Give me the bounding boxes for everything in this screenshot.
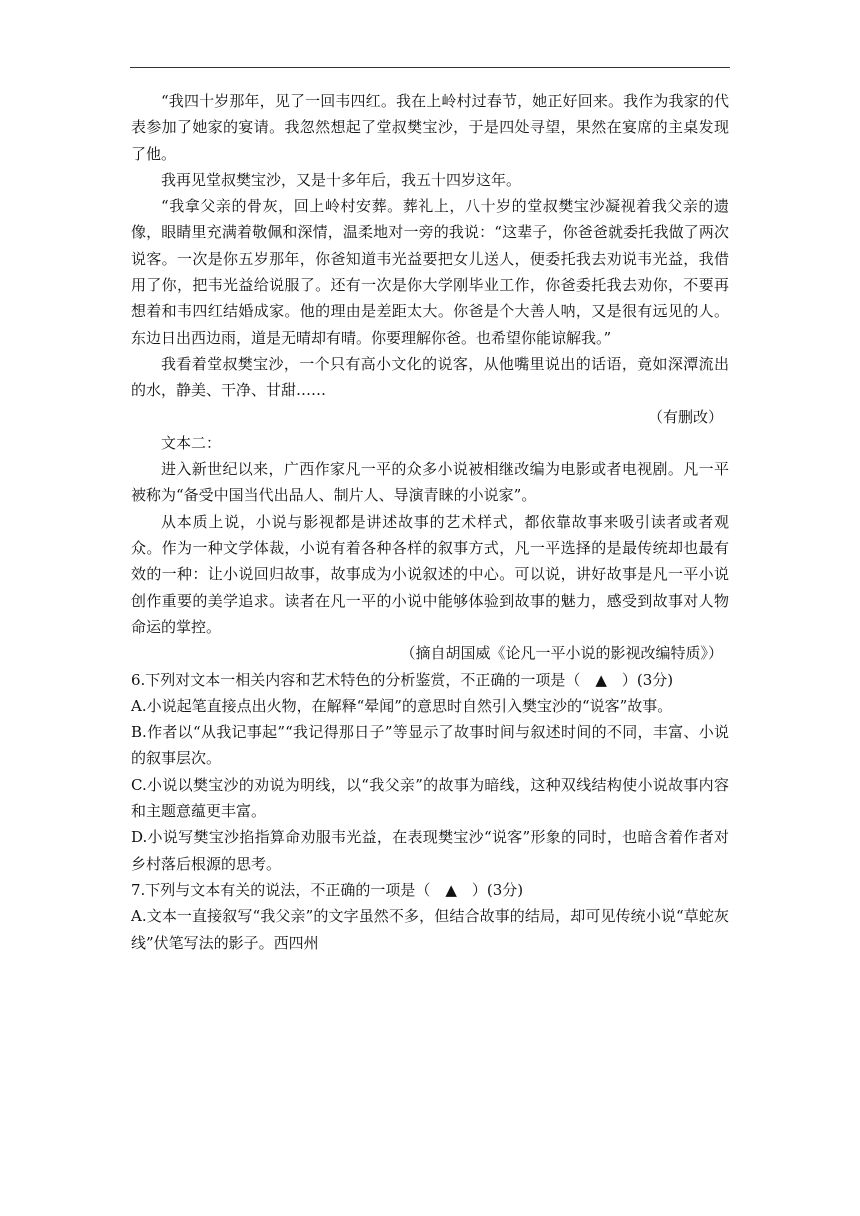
question-6-option-c: C.小说以樊宝沙的劝说为明线，以“我父亲”的故事为暗线，这种双线结构使小说故事内容和主题意蕴更丰富。 xyxy=(131,775,729,821)
story-paragraph-1: “我四十岁那年，见了一回韦四红。我在上岭村过春节，她正好回来。我作为我家的代表参加了她家的宴请。我忽然想起了堂叔樊宝沙，于是四处寻望，果然在宴席的主桌发现了他。 xyxy=(131,92,729,163)
story-paragraph-4: 我看着堂叔樊宝沙，一个只有高小文化的说客，从他嘴里说出的话语，竟如深潭流出的水，静美、干净、甘甜…… xyxy=(131,354,729,400)
story-paragraph-2: 我再见堂叔樊宝沙，又是十多年后，我五十四岁这年。 xyxy=(161,170,522,189)
question-7-stem: 7.下列与文本有关的说法，不正确的一项是（ ▲ ）(3分) xyxy=(131,880,524,899)
document-body xyxy=(131,88,729,956)
question-7-option-a: A.文本一直接叙写“我父亲”的文字虽然不多，但结合故事的结局，却可见传统小说“草蛇灰线”伏笔写法的影子。西四州 xyxy=(131,907,729,952)
question-6-stem: 6.下列对文本一相关内容和艺术特色的分析鉴赏，不正确的一项是（ ▲ ）(3分) xyxy=(131,670,674,689)
text2-paragraph-1: 进入新世纪以来，广西作家凡一平的众多小说被相继改编为电影或者电视剧。凡一平被称为“备受中国当代出品人、制片人、导演青睐的小说家”。 xyxy=(131,460,729,505)
header-rule xyxy=(130,67,730,68)
question-6-option-d: D.小说写樊宝沙掐指算命劝服韦光益，在表现樊宝沙“说客”形象的同时，也暗含着作者对乡村落后根源的思考。 xyxy=(131,828,729,873)
text2-source: （摘自胡国威《论凡一平小说的影视改编特质》） xyxy=(400,644,723,663)
question-6-option-a: A.小说起笔直接点出火物，在解释“晕闻”的意思时自然引入樊宝沙的“说客”故事。 xyxy=(131,696,673,715)
revision-note: （有删改） xyxy=(647,407,723,426)
text2-paragraph-2: 从本质上说，小说与影视都是讲述故事的艺术样式，都依靠故事来吸引读者或者观众。作为一种文学体裁，小说有着各种各样的叙事方式，凡一平选择的是最传统却也最有效的一种：让小说回归故事，故事成为小说叙述的中心。可以说，讲好故事是凡一平小说创作重要的美学追求。读者在凡一平的小说中能够体验到故事的魅力，感受到故事对人物命运的掌控。 xyxy=(131,512,729,636)
story-paragraph-3: “我拿父亲的骨灰，回上岭村安葬。葬礼上，八十岁的堂叔樊宝沙凝视着我父亲的遗像，眼睛里充满着敬佩和深情，温柔地对一旁的我说：“这辈子，你爸爸就委托我做了两次说客。一次是你五岁那年，你爸知道韦光益要把女儿送人，便委托我去劝说韦光益，我借用了你，把韦光益给说服了。还有一次是你大学刚毕业工作，你爸委托我去劝你，不要再想着和韦四红结婚成家。他的理由是差距太大。你爸是个大善人呐，又是很有远见的人。东边日出西边雨，道是无晴却有晴。你要理解你爸。也希望你能谅解我。” xyxy=(131,197,729,347)
question-6-option-b: B.作者以“从我记事起”“我记得那日子”等显示了故事时间与叙述时间的不同，丰富、小说的叙事层次。 xyxy=(131,723,729,768)
text2-heading: 文本二： xyxy=(161,433,222,452)
